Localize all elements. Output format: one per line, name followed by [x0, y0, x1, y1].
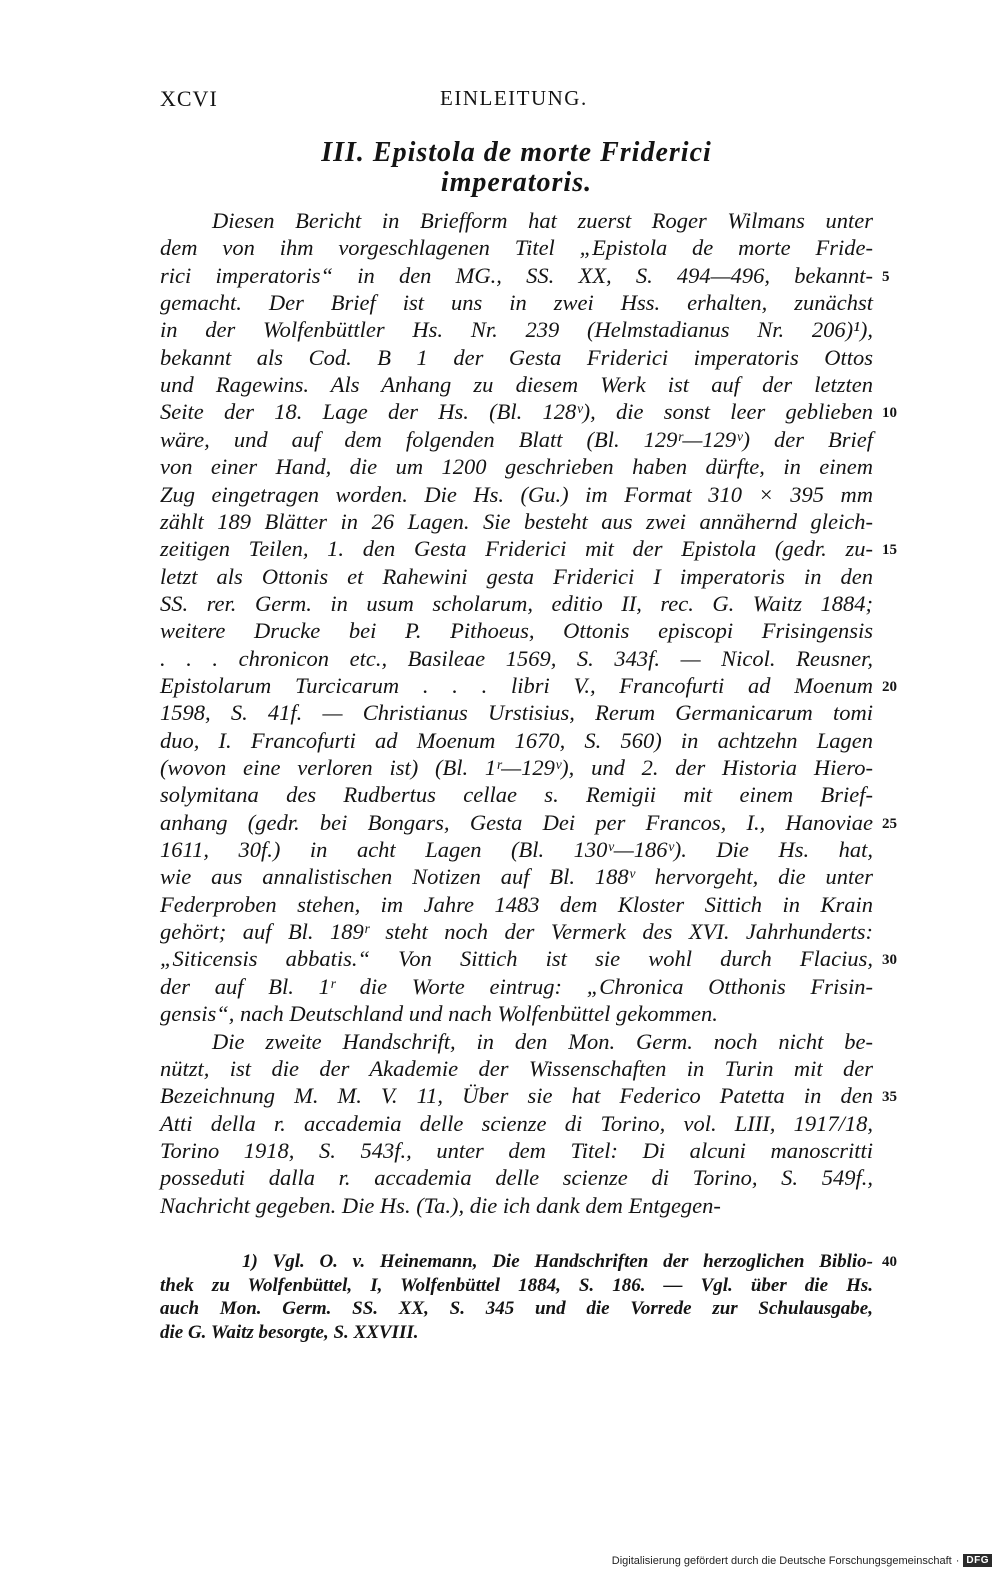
section-title — [160, 138, 873, 198]
margin-line-number: 10 — [882, 405, 897, 422]
digitization-credit: Digitalisierung gefördert durch die Deutsche Forschungsgemeinschaft · DFG — [612, 1554, 992, 1567]
body-line: duo, I. Francofurti ad Moenum 1670, S. 560) in achtzehn Lagen — [160, 727, 873, 753]
body-line: Atti della r. accademia delle scienze di Torino, vol. LIII, 1917/18, — [160, 1110, 873, 1136]
body-line: weitere Drucke bei P. Pithoeus, Ottonis episcopi Frisingensis — [160, 618, 873, 644]
body-line: Die zweite Handschrift, in den Mon. Germ. noch nicht be- — [212, 1028, 873, 1054]
margin-line-number: 15 — [882, 542, 897, 559]
footnote-line: thek zu Wolfenbüttel, I, Wolfenbüttel 1884, S. 186. — Vgl. über die Hs. — [160, 1274, 873, 1296]
body-line: gensis“, nach Deutschland und nach Wolfenbüttel gekommen. — [160, 1001, 718, 1027]
running-title: EINLEITUNG. — [440, 86, 588, 110]
body-line: gehört; auf Bl. 189ʳ steht noch der Vermerk des XVI. Jahrhunderts: — [160, 919, 873, 945]
page-header — [160, 86, 873, 116]
body-line: rici imperatoris“ in den MG., SS. XX, S. 494—496, bekannt- — [160, 262, 873, 288]
body-line: Seite der 18. Lage der Hs. (Bl. 128ᵛ), die sonst leer geblieben — [160, 399, 873, 425]
body-line: zählt 189 Blätter in 26 Lagen. Sie besteht aus zwei annähernd gleich- — [160, 508, 873, 534]
footnote-line: auch Mon. Germ. SS. XX, S. 345 und die Vorrede zur Schulausgabe, — [160, 1298, 873, 1319]
body-line: der auf Bl. 1ʳ die Worte eintrug: „Chronica Otthonis Frisin- — [160, 973, 873, 999]
body-line: Bezeichnung M. M. V. 11, Über sie hat Federico Patetta in den — [160, 1083, 873, 1109]
body-line: wie aus annalistischen Notizen auf Bl. 188ᵛ hervorgeht, die unter — [160, 864, 873, 890]
margin-line-number: 30 — [882, 952, 897, 969]
body-line: posseduti dalla r. accademia delle scienze di Torino, S. 549f., — [160, 1165, 873, 1191]
body-line: 1598, S. 41f. — Christianus Urstisius, Rerum Germanicarum tomi — [160, 700, 873, 726]
margin-line-number: 20 — [882, 678, 897, 695]
margin-line-number: 40 — [882, 1254, 897, 1270]
body-line: „Siticensis abbatis.“ Von Sittich ist sie wohl durch Flacius, — [160, 946, 873, 972]
body-line: Torino 1918, S. 543f., unter dem Titel: Di alcuni manoscritti — [160, 1137, 873, 1163]
body-line: Zug eingetragen worden. Die Hs. (Gu.) im Format 310 × 395 mm — [160, 481, 873, 507]
body-line: letzt als Ottonis et Rahewini gesta Friderici I imperatoris in den — [160, 563, 873, 589]
body-line: Diesen Bericht in Briefform hat zuerst Roger Wilmans unter — [212, 208, 873, 233]
dfg-logo: DFG — [963, 1554, 992, 1567]
footnote-line: 1) Vgl. O. v. Heinemann, Die Handschriften der herzoglichen Biblio- — [242, 1251, 873, 1272]
body-line: (wovon eine verloren ist) (Bl. 1ʳ—129ᵛ), und 2. der Historia Hiero- — [160, 755, 873, 780]
body-line: Epistolarum Turcicarum . . . libri V., Francofurti ad Moenum — [160, 672, 873, 698]
margin-line-number: 35 — [882, 1089, 897, 1106]
section-title-line-2: imperatoris. — [440, 167, 593, 198]
body-line: . . . chronicon etc., Basileae 1569, S. 343f. — Nicol. Reusner, — [160, 645, 873, 671]
body-line: Federproben stehen, im Jahre 1483 dem Kloster Sittich in Krain — [160, 891, 873, 917]
body-line: in der Wolfenbüttler Hs. Nr. 239 (Helmstadianus Nr. 206)¹), — [160, 317, 873, 343]
body-line: wäre, und auf dem folgenden Blatt (Bl. 129ʳ—129ᵛ) der Brief — [160, 426, 873, 452]
body-line: 1611, 30f.) in acht Lagen (Bl. 130ᵛ—186ᵛ). Die Hs. hat, — [160, 837, 873, 863]
body-line: Nachricht gegeben. Die Hs. (Ta.), die ich dank dem Entgegen- — [160, 1192, 721, 1218]
credit-text: Digitalisierung gefördert durch die Deutsche Forschungsgemeinschaft — [611, 1554, 952, 1567]
body-line: und Ragewins. Als Anhang zu diesem Werk ist auf der letzten — [160, 372, 873, 398]
body-line: nützt, ist die der Akademie der Wissenschaften in Turin mit der — [160, 1055, 873, 1081]
body-line: bekannt als Cod. B 1 der Gesta Friderici imperatoris Ottos — [160, 344, 873, 370]
section-title-line-1: III. Epistola de morte Friderici — [321, 137, 712, 168]
body-line: anhang (gedr. bei Bongars, Gesta Dei per Francos, I., Hanoviae — [160, 809, 873, 835]
body-line: solymitana des Rudbertus cellae s. Remigii mit einem Brief- — [160, 782, 873, 808]
body-line: zeitigen Teilen, 1. den Gesta Friderici mit der Epistola (gedr. zu- — [160, 536, 873, 562]
body-line: von einer Hand, die um 1200 geschrieben haben dürfte, in einem — [160, 454, 873, 480]
margin-line-number: 25 — [882, 815, 897, 832]
body-line: dem von ihm vorgeschlagenen Titel „Epistola de morte Fride- — [160, 235, 873, 261]
body-line: SS. rer. Germ. in usum scholarum, editio II, rec. G. Waitz 1884; — [160, 590, 873, 616]
footnote-line: die G. Waitz besorgte, S. XXVIII. — [160, 1321, 419, 1343]
margin-line-number: 5 — [882, 268, 890, 285]
body-line: gemacht. Der Brief ist uns in zwei Hss. erhalten, zunächst — [160, 290, 873, 316]
page-number: XCVI — [160, 86, 218, 111]
